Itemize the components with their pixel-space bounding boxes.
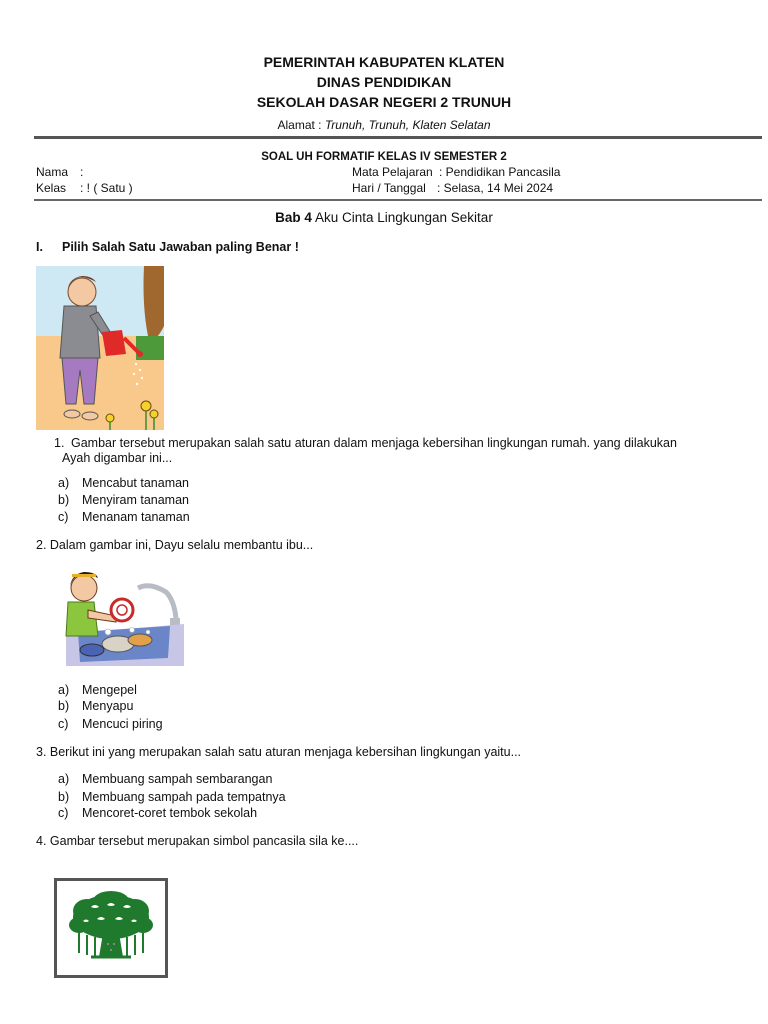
header-line-2: DINAS PENDIDIKAN	[316, 74, 452, 90]
q2-option-c[interactable]	[58, 717, 163, 731]
option-text: Membuang sampah pada tempatnya	[82, 790, 286, 804]
address-label: Alamat :	[277, 118, 325, 132]
hari-label: Hari / Tanggal	[352, 181, 426, 195]
question-3-text: 3. Berikut ini yang merupakan salah satu aturan menjaga kebersihan lingkungan yaitu...	[36, 745, 522, 759]
q3-option-a[interactable]	[58, 772, 272, 786]
address-value: Trunuh, Trunuh, Klaten Selatan	[324, 118, 491, 132]
header-line-1: PEMERINTAH KABUPATEN KLATEN	[263, 54, 505, 70]
option-text: Mencoret-coret tembok sekolah	[82, 806, 258, 820]
option-letter: b)	[58, 493, 70, 507]
option-letter: a)	[58, 683, 70, 697]
option-letter: c)	[58, 717, 69, 731]
q2-option-a[interactable]	[58, 683, 137, 697]
question-2-text: 2. Dalam gambar ini, Dayu selalu membantu ibu...	[36, 538, 314, 552]
exam-title: SOAL UH FORMATIF KELAS IV SEMESTER 2	[261, 151, 507, 163]
kelas-value: : ! ( Satu )	[80, 181, 133, 195]
question-1-line-1: Gambar tersebut merupakan salah satu aturan dalam menjaga kebersihan lingkungan rumah. yang dilakukan	[71, 436, 677, 450]
banyan-tree-icon	[54, 878, 168, 978]
option-letter: b)	[58, 699, 70, 713]
washing-dishes-image	[58, 566, 184, 668]
question-1-line-2: Ayah digambar ini...	[62, 451, 173, 465]
header-divider	[34, 136, 762, 139]
section-instruction: Pilih Salah Satu Jawaban paling Benar !	[62, 240, 299, 254]
kelas-label: Kelas	[36, 181, 67, 195]
option-text: Menyapu	[82, 699, 134, 713]
option-letter: c)	[58, 510, 69, 524]
option-text: Mencuci piring	[82, 717, 163, 731]
option-letter: b)	[58, 790, 70, 804]
q1-option-a[interactable]	[58, 476, 189, 490]
nama-label: Nama	[36, 165, 69, 179]
q3-option-b[interactable]	[58, 790, 286, 804]
option-text: Membuang sampah sembarangan	[82, 772, 273, 786]
q1-option-c[interactable]	[58, 510, 190, 524]
option-letter: a)	[58, 772, 70, 786]
q3-option-c[interactable]	[58, 806, 257, 820]
chapter-title: Aku Cinta Lingkungan Sekitar	[314, 210, 493, 225]
mapel-label: Mata Pelajaran	[352, 165, 433, 179]
option-text: Menyiram tanaman	[82, 493, 189, 507]
option-letter: a)	[58, 476, 70, 490]
chapter-heading	[0, 210, 768, 225]
option-text: Menanam tanaman	[82, 510, 190, 524]
option-text: Mencabut tanaman	[82, 476, 190, 490]
q1-option-b[interactable]	[58, 493, 189, 507]
section-number: I.	[36, 240, 43, 254]
header-line-3: SEKOLAH DASAR NEGERI 2 TRUNUH	[256, 94, 512, 110]
question-1-number: 1.	[54, 436, 65, 450]
question-4-text: 4. Gambar tersebut merupakan simbol pancasila sila ke....	[36, 834, 359, 848]
info-divider	[34, 199, 762, 201]
q2-option-b[interactable]	[58, 699, 133, 713]
school-address	[0, 118, 768, 132]
option-letter: c)	[58, 806, 69, 820]
chapter-number: Bab 4	[275, 210, 312, 225]
mapel-value: : Pendidikan Pancasila	[439, 165, 561, 179]
option-text: Mengepel	[82, 683, 137, 697]
nama-value: :	[80, 165, 84, 179]
hari-value: : Selasa, 14 Mei 2024	[437, 181, 554, 195]
watering-plants-image	[36, 266, 164, 430]
